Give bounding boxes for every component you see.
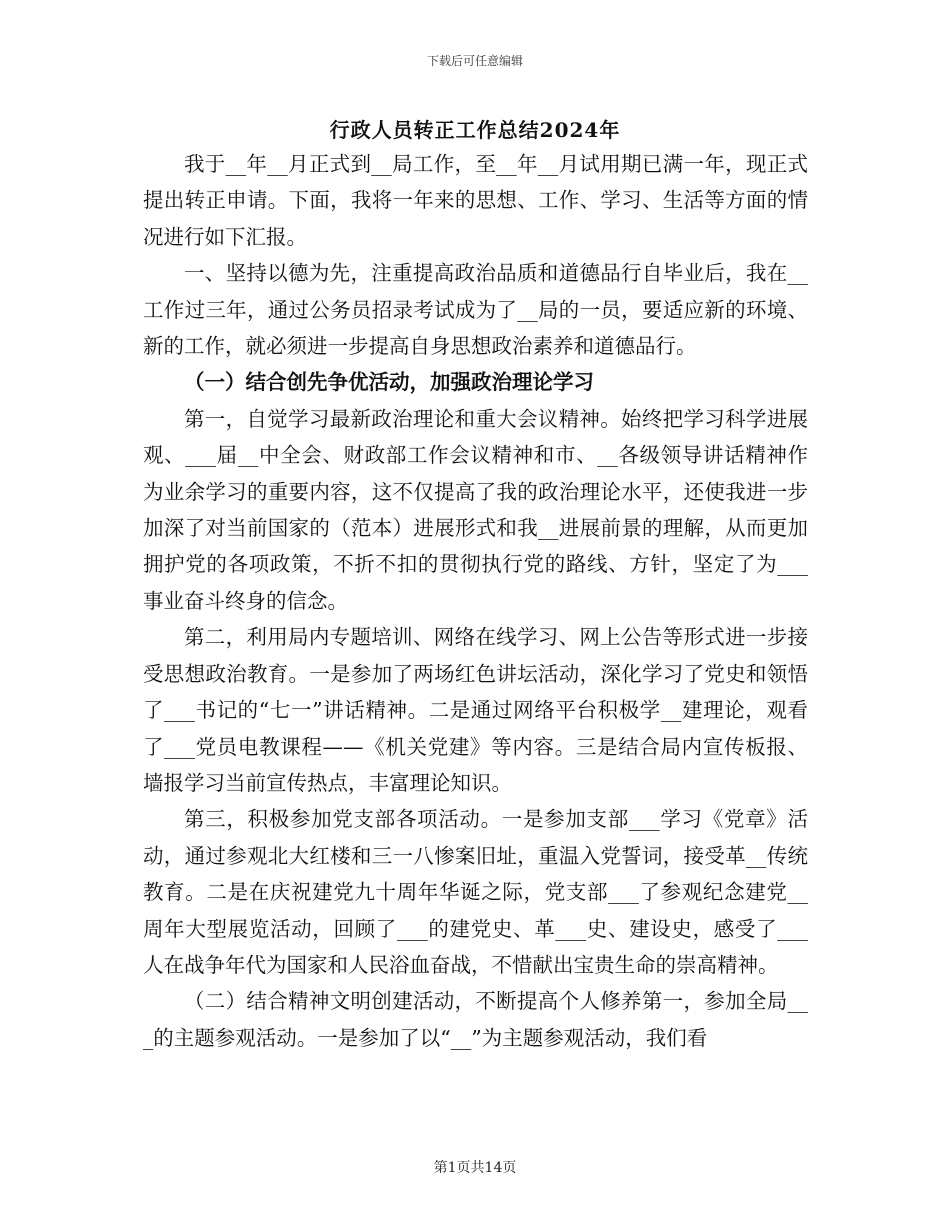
- page-footer: 第1页共14页: [433, 1160, 517, 1176]
- header-note: 下载后可任意编辑: [426, 54, 523, 68]
- paragraph-section-one: 一、坚持以德为先，注重提高政治品质和道德品行自毕业后，我在__工作过三年，通过公务员招录考试成为了__局的一员，要适应新的环境、新的工作，就必须进一步提高自身思想政治素养和道德品行。: [143, 261, 808, 359]
- paragraph-second-point: 第二，利用局内专题培训、网络在线学习、网上公告等形式进一步接受思想政治教育。一是参加了两场红色讲坛活动，深化学习了党史和领悟了___书记的“七一”讲话精神。二是通过网络平台积极学__建理论，观看了___党员电教课程——《机关党建》等内容。三是结合局内宣传板报、墙报学习当前宣传热点，丰富理论知识。: [143, 625, 808, 795]
- paragraph-intro: 我于__年__月正式到__局工作，至__年__月试用期已满一年，现正式提出转正申请。下面，我将一年来的思想、工作、学习、生活等方面的情况进行如下汇报。: [143, 152, 808, 249]
- paragraph-third-point: 第三，积极参加党支部各项活动。一是参加支部___学习《党章》活动，通过参观北大红楼和三一八惨案旧址，重温入党誓词，接受革__传统教育。二是在庆祝建党九十周年华诞之际，党支部___了参观纪念建党__周年大型展览活动，回顾了___的建党史、革___史、建设史，感受了___人在战争年代为国家和人民浴血奋战，不惜献出宝贵生命的崇高精神。: [143, 807, 808, 977]
- document-title: 行政人员转正工作总结2024年: [329, 118, 621, 142]
- subheading-one: （一）结合创先争优活动，加强政治理论学习: [184, 370, 594, 395]
- paragraph-subsection-two: （二）结合精神文明创建活动，不断提高个人修养第一，参加全局___的主题参观活动。一是参加了以“__”为主题参观活动，我们看: [143, 989, 808, 1050]
- document-body: [143, 146, 808, 1056]
- paragraph-first-point: 第一，自觉学习最新政治理论和重大会议精神。始终把学习科学进展观、___届__中全会、财政部工作会议精神和市、__各级领导讲话精神作为业余学习的重要内容，这不仅提高了我的政治理论水平，还使我进一步加深了对当前国家的（范本）进展形式和我__进展前景的理解，从而更加拥护党的各项政策，不折不扣的贯彻执行党的路线、方针，坚定了为___事业奋斗终身的信念。: [143, 406, 808, 613]
